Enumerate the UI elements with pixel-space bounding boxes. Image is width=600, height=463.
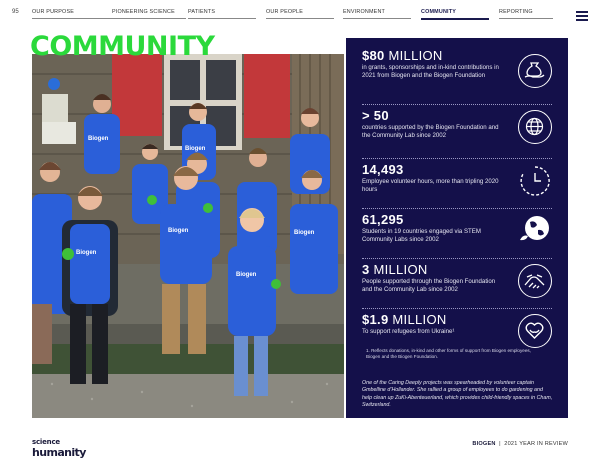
science-humanity-logo: science humanity (32, 438, 86, 459)
shirt-logo: Biogen (236, 272, 257, 278)
nav-our-purpose[interactable]: OUR PURPOSE (32, 9, 74, 15)
shirt-logo: Biogen (168, 228, 189, 234)
footnote: 1. Reflects donations, in-kind and other forms of support from Biogen employees, Biogen and the Biogen Foundation. (366, 348, 531, 359)
stat-students (362, 212, 552, 245)
money-bag-hand-icon (518, 54, 552, 88)
clock-icon (518, 164, 552, 198)
globe-icon (518, 110, 552, 144)
stat-value: > 50 (362, 108, 389, 123)
earth-plant-icon (518, 212, 552, 246)
stat-description: Employee volunteer hours, more than tripling 2020 hours (362, 178, 499, 194)
stat-unit: MILLION (369, 262, 428, 277)
shirt-logo: Biogen (294, 230, 315, 236)
page-title: COMMUNITY (30, 31, 215, 62)
nav-community[interactable]: COMMUNITY (421, 9, 456, 15)
stat-description: To support refugees from Ukraine¹ (362, 328, 455, 335)
stat-people-supported (362, 262, 552, 295)
nav-environment[interactable]: ENVIRONMENT (343, 9, 385, 15)
shirt-logo: Biogen (76, 250, 97, 256)
nav-reporting[interactable]: REPORTING (499, 9, 533, 15)
stat-description: Students in 19 countries engaged via STEM Community Labs since 2002 (362, 228, 481, 244)
photo-caption: One of the Caring Deeply projects was spearheaded by volunteer captain Gmbelline d’Hollander. She rallied a group of employees to do gardening and help clean up ZuKi-Abenteuerland, which provides child-friendly spaces in Cham, Switzerland. (362, 380, 553, 409)
stat-value: $1.9 (362, 312, 389, 327)
shirt-logo: Biogen (88, 136, 109, 142)
stat-description: countries supported by the Biogen Foundation and the Community Lab since 2002 (362, 124, 499, 140)
page-number: 95 (12, 9, 19, 15)
stats-panel (346, 38, 568, 418)
footer-report: 2021 YEAR IN REVIEW (504, 441, 568, 447)
heart-icon (518, 314, 552, 348)
handshake-icon (518, 264, 552, 298)
nav-patients[interactable]: PATIENTS (188, 9, 215, 15)
hamburger-menu-icon[interactable] (576, 11, 588, 20)
stat-value: 14,493 (362, 162, 404, 177)
stat-volunteer-hours (362, 162, 552, 195)
stat-description: People supported through the Biogen Foundation and the Community Lab since 2002 (362, 278, 496, 294)
stat-value: 61,295 (362, 212, 404, 227)
stat-unit: MILLION (384, 48, 443, 63)
stat-grants (362, 48, 552, 81)
top-navigation (12, 8, 588, 22)
stat-value: $80 (362, 48, 385, 63)
stat-countries (362, 108, 552, 141)
nav-our-people[interactable]: OUR PEOPLE (266, 9, 303, 15)
stat-ukraine-refugees (362, 312, 552, 336)
shirt-logo: Biogen (185, 146, 206, 152)
stat-value: 3 (362, 262, 370, 277)
stat-description: in grants, sponsorships and in-kind contributions in 2021 from Biogen and the Biogen Foundation (362, 64, 499, 80)
nav-pioneering-science[interactable]: PIONEERING SCIENCE (112, 9, 175, 15)
stat-unit: MILLION (388, 312, 447, 327)
volunteer-group-photo (32, 54, 344, 418)
footer-brand: BIOGEN (472, 441, 496, 447)
footer-report-title: BIOGEN | 2021 YEAR IN REVIEW (472, 441, 568, 447)
